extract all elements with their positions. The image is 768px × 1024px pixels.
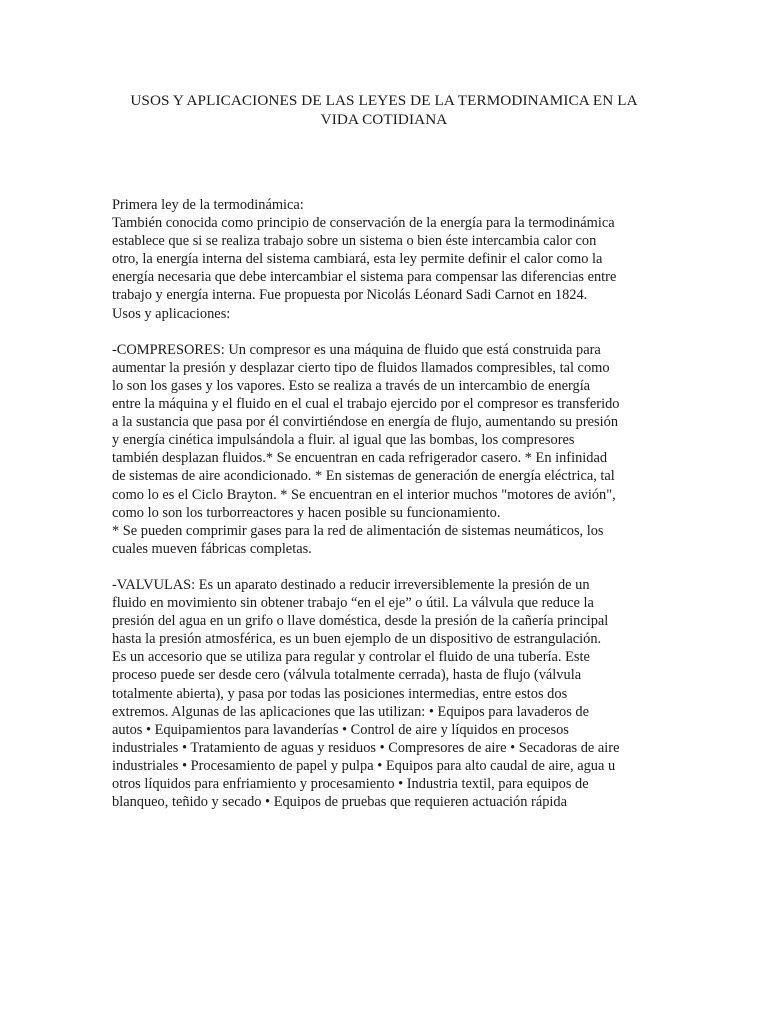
- paragraph-line: blanqueo, teñido y secado • Equipos de pruebas que requieren actuación rápida: [112, 794, 567, 811]
- paragraph-line: otro, la energía interna del sistema cambiará, esta ley permite definir el calor como la: [112, 251, 603, 268]
- paragraph-line: establece que si se realiza trabajo sobre un sistema o bien éste intercambia calor con: [112, 233, 597, 250]
- paragraph-line: cuales mueven fábricas completas.: [112, 540, 312, 557]
- paragraph-gap: [112, 558, 672, 576]
- paragraph-gap: [112, 323, 672, 341]
- paragraph-line: entre la máquina y el fluido en el cual el trabajo ejercido por el compresor es transferido: [112, 396, 620, 413]
- paragraph-line: -COMPRESORES: Un compresor es una máquina de fluido que está construida para: [112, 341, 601, 358]
- uses-heading: Usos y aplicaciones:: [112, 305, 231, 322]
- paragraph-line: industriales • Tratamiento de aguas y residuos • Compresores de aire • Secadoras de aire: [112, 739, 620, 756]
- document-body: [112, 196, 672, 811]
- paragraph-line: también desplazan fluidos.* Se encuentran en cada refrigerador casero. * En infinidad: [112, 450, 608, 467]
- paragraph-line: como lo son los turborreactores y hacen posible su funcionamiento.: [112, 504, 501, 521]
- paragraph-line: lo son los gases y los vapores. Esto se realiza a través de un intercambio de energía: [112, 377, 591, 394]
- paragraph-line: También conocida como principio de conservación de la energía para la termodinámica: [112, 215, 615, 232]
- section-heading-first-law: Primera ley de la termodinámica:: [112, 197, 304, 213]
- paragraph-line: proceso puede ser desde cero (válvula totalmente cerrada), hasta de flujo (válvula: [112, 667, 582, 684]
- paragraph-line: Es un accesorio que se utiliza para regular y controlar el fluido de una tubería. Este: [112, 649, 590, 666]
- document-title: [96, 91, 672, 129]
- paragraph-line: de sistemas de aire acondicionado. * En sistemas de generación de energía eléctrica, tal: [112, 468, 615, 485]
- paragraph-line: aumentar la presión y desplazar cierto tipo de fluidos llamados compresibles, tal como: [112, 359, 610, 376]
- paragraph-line: -VALVULAS: Es un aparato destinado a reducir irreversiblemente la presión de un: [112, 576, 590, 593]
- title-line: VIDA COTIDIANA: [320, 111, 448, 128]
- paragraph-line: hasta la presión atmosférica, es un buen ejemplo de un dispositivo de estrangulación.: [112, 631, 602, 648]
- paragraph-line: otros líquidos para enfriamiento y procesamiento • Industria textil, para equipos de: [112, 776, 589, 792]
- paragraph-line: totalmente abierta), y pasa por todas las posiciones intermedias, entre estos dos: [112, 685, 568, 702]
- paragraph-line: energía necesaria que debe intercambiar el sistema para compensar las diferencias entre: [112, 269, 617, 286]
- paragraph-line: a la sustancia que pasa por él convirtiéndose en energía de flujo, aumentando su presión: [112, 414, 619, 431]
- paragraph-line: y energía cinética impulsándola a fluir. al igual que las bombas, los compresores: [112, 432, 575, 449]
- paragraph-line: presión del agua en un grifo o llave doméstica, desde la presión de la cañería principal: [112, 613, 609, 630]
- paragraph-line: trabajo y energía interna. Fue propuesta por Nicolás Léonard Sadi Carnot en 1824.: [112, 287, 588, 304]
- paragraph-line: fluido en movimiento sin obtener trabajo “en el eje” o útil. La válvula que reduce la: [112, 595, 594, 612]
- paragraph-line: como lo es el Ciclo Brayton. * Se encuentran en el interior muchos "motores de avión",: [112, 486, 616, 503]
- paragraph-line: industriales • Procesamiento de papel y pulpa • Equipos para alto caudal de aire, agua u: [112, 757, 616, 774]
- title-line: USOS Y APLICACIONES DE LAS LEYES DE LA TERMODINAMICA EN LA: [130, 92, 638, 109]
- paragraph-line: autos • Equipamientos para lavanderías • Control de aire y líquidos en procesos: [112, 721, 569, 738]
- paragraph-line: * Se pueden comprimir gases para la red de alimentación de sistemas neumáticos, los: [112, 522, 604, 539]
- paragraph-line: extremos. Algunas de las aplicaciones que las utilizan: • Equipos para lavaderos de: [112, 703, 589, 720]
